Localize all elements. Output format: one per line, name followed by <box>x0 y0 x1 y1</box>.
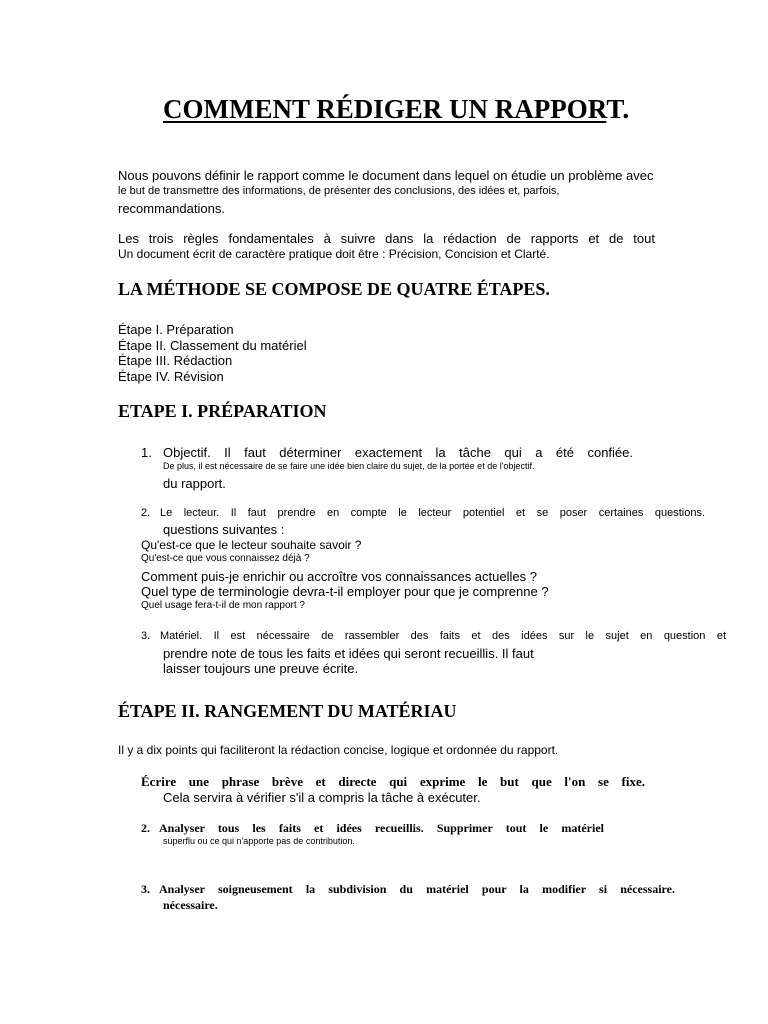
etape-2-intro: Il y a dix points qui faciliteront la rédaction concise, logique et ordonnée du rapport. <box>118 743 559 757</box>
page-title-rest: T. <box>606 94 630 124</box>
item-2-question-3: Comment puis-je enrichir ou accroître vos connaissances actuelles ? <box>141 569 537 584</box>
item-2-question-2: Qu'est-ce que vous connaissez déjà ? <box>141 553 310 564</box>
point-1-line-1: Écrire une phrase brève et directe qui exprime le but que l'on se fixe. <box>141 774 645 789</box>
point-2-line-1: Analyser tous les faits et idées recueillis. Supprimer tout le matériel <box>159 821 604 835</box>
item-2-number: 2. <box>141 507 151 519</box>
point-3-line-2: nécessaire. <box>163 898 218 912</box>
item-2-question-5: Quel usage fera-t-il de mon rapport ? <box>141 600 305 611</box>
item-2-question-1: Qu'est-ce que le lecteur souhaite savoir ? <box>141 538 362 552</box>
page-title <box>163 94 629 125</box>
step-item-2: Étape II. Classement du matériel <box>118 338 307 353</box>
rules-line-1: Les trois règles fondamentales à suivre dans la rédaction de rapports et de tout <box>118 231 655 246</box>
rules-line-2: Un document écrit de caractère pratique doit être : Précision, Concision et Clarté. <box>118 247 550 261</box>
intro-line-3: recommandations. <box>118 201 225 216</box>
item-2-line-2: questions suivantes : <box>163 522 285 537</box>
item-1-number: 1. <box>141 445 152 460</box>
item-1-line-1: Objectif. Il faut déterminer exactement la tâche qui a été confiée. <box>163 445 633 460</box>
point-2-number: 2. <box>141 821 150 835</box>
item-3-number: 3. <box>141 630 151 642</box>
intro-line-2 <box>118 185 680 197</box>
point-3-line-1: Analyser soigneusement la subdivision du matériel pour la modifier si nécessaire. <box>159 882 675 896</box>
step-item-4: Étape IV. Révision <box>118 369 224 384</box>
item-3-line-1: Matériel. Il est nécessaire de rassembler des faits et des idées sur le sujet en question et <box>160 630 726 642</box>
intro-line-1: Nous pouvons définir le rapport comme le document dans lequel on étudie un problème avec <box>118 168 654 183</box>
step-item-3: Étape III. Rédaction <box>118 353 233 368</box>
heading-etape-2: ÉTAPE II. RANGEMENT DU MATÉRIAU <box>118 701 457 721</box>
item-1-line-2: De plus, il est nécessaire de se faire une idée bien claire du sujet, de la portée et de l'objectif. <box>163 461 535 471</box>
step-item-1: Étape I. Préparation <box>118 322 234 337</box>
page-title-underlined: COMMENT RÉDIGER UN RAPPOR <box>163 94 607 124</box>
item-3-line-2: prendre note de tous les faits et idées qui seront recueillis. Il faut <box>163 646 534 661</box>
heading-method: LA MÉTHODE SE COMPOSE DE QUATRE ÉTAPES. <box>118 279 550 299</box>
point-1-line-2: Cela servira à vérifier s'il a compris la tâche à exécuter. <box>163 790 481 805</box>
point-3-number: 3. <box>141 882 150 896</box>
item-1-line-3: du rapport. <box>163 476 226 491</box>
item-2-line-1: Le lecteur. Il faut prendre en compte le lecteur potentiel et se poser certaines questions. <box>160 507 705 519</box>
item-2-question-4: Quel type de terminologie devra-t-il employer pour que je comprenne ? <box>141 584 549 599</box>
item-3-line-3: laisser toujours une preuve écrite. <box>163 661 359 676</box>
heading-etape-1: ETAPE I. PRÉPARATION <box>118 401 327 421</box>
point-2-line-2: superflu ou ce qui n'apporte pas de contribution. <box>163 836 355 846</box>
intro-line-2-text: le but de transmettre des informations, de présenter des conclusions, des idées et, parfois, <box>118 185 560 197</box>
